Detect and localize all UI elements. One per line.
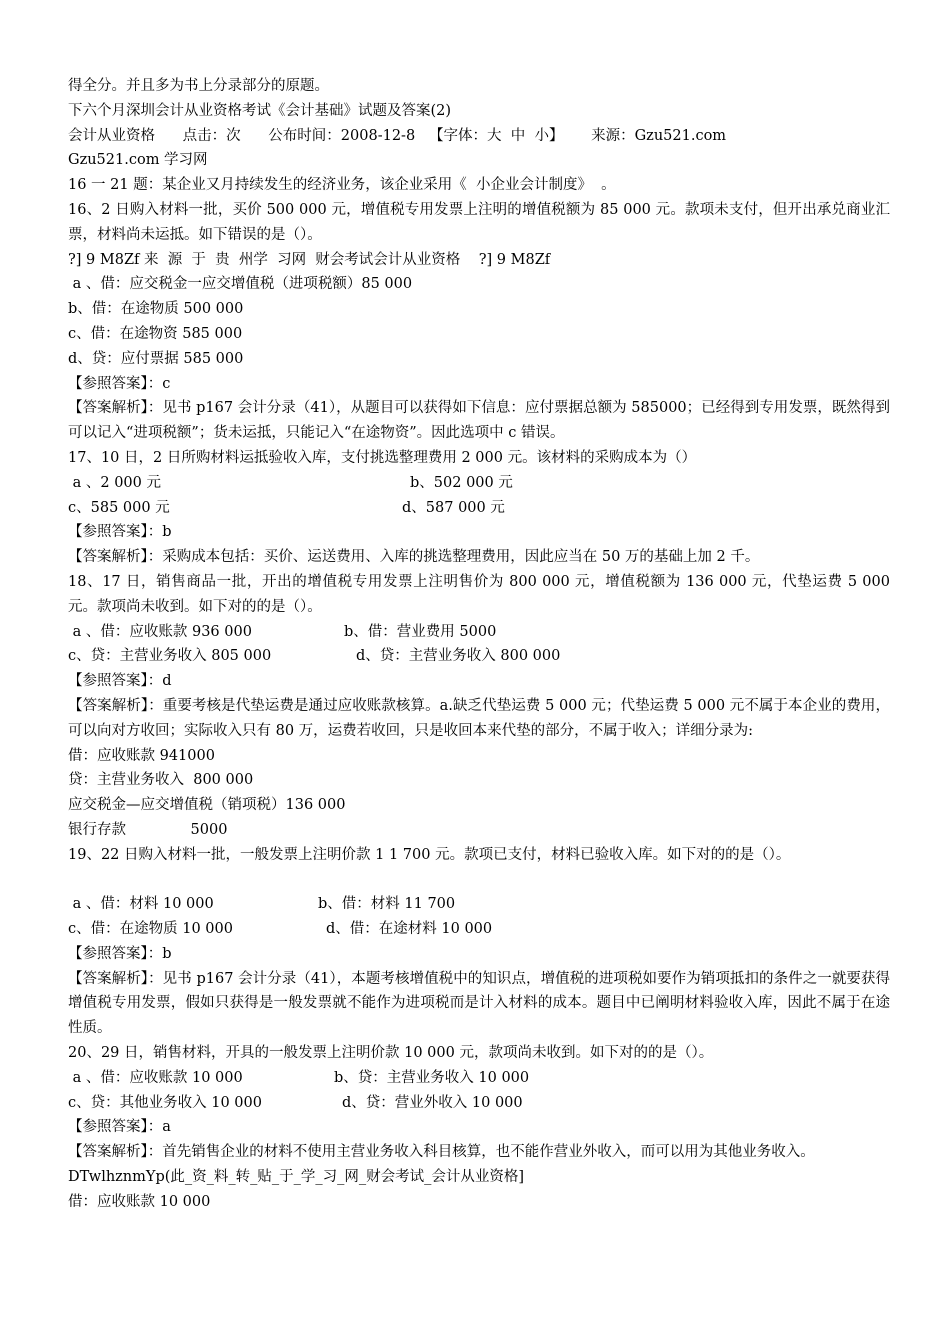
article-meta: 会计从业资格 点击：次 公布时间：2008-12-8 【字体：大 中 小】 来源：Gzu521.com xyxy=(68,127,727,144)
watermark-line: DTwlhznmYp(此_资_料_转_贴_于_学_习_网_财会考试_会计从业资格] xyxy=(68,1169,525,1186)
reference-answer: 【参照答案】：b xyxy=(68,524,172,541)
site-name: Gzu521.com 学习网 xyxy=(68,152,208,169)
question-17: 17、10 日，2 日所购材料运抵验收入库，支付挑选整理费用 2 000 元。该材料的采购成本为（） xyxy=(68,449,697,466)
reference-answer: 【参照答案】：d xyxy=(68,673,172,690)
option-d: d、贷：营业外收入 10 000 xyxy=(342,1094,523,1111)
option-b: b、借：在途物质 500 000 xyxy=(68,301,244,318)
option-c: c、贷：主营业务收入 805 000 xyxy=(68,648,272,665)
option-c: c、贷：其他业务收入 10 000 xyxy=(68,1094,262,1111)
answer-explanation: 【答案解析】：见书 p167 会计分录（41），从题目可以获得如下信息：应付票据总额为 585000；已经得到专用发票，既然得到可以记入“进项税额”；货未运抵，只能记入“在途物资”。因此选项中 c 错误。 xyxy=(68,400,890,442)
section-intro: 16 一 21 题：某企业又月持续发生的经济业务，该企业采用《 小企业会计制度》 。 xyxy=(68,177,616,194)
question-20: 20、29 日，销售材料，开具的一般发票上注明价款 10 000 元，款项尚未收到。如下对的的是（）。 xyxy=(68,1045,714,1062)
option-a: a 、借：应交税金一应交增值税（进项税额）85 000 xyxy=(68,276,413,293)
option-d: d、借：在途材料 10 000 xyxy=(326,921,493,938)
option-b: b、贷：主营业务收入 10 000 xyxy=(334,1069,530,1086)
options-row xyxy=(68,496,890,521)
options-row xyxy=(68,1066,890,1091)
question-18: 18、17 日，销售商品一批，开出的增值税专用发票上注明售价为 800 000 元，增值税额为 136 000 元，代垫运费 5 000 元。款项尚未收到。如下对的的是（）。 xyxy=(68,573,895,615)
option-d: d、587 000 元 xyxy=(402,499,505,516)
journal-entry-line: 银行存款 5000 xyxy=(68,821,228,838)
answer-explanation: 【答案解析】：首先销售企业的材料不使用主营业务收入科目核算，也不能作营业外收入，而可以用为其他业务收入。 xyxy=(68,1144,815,1161)
text-line: 得全分。并且多为书上分录部分的原题。 xyxy=(68,78,329,94)
journal-entry-line: 贷：主营业务收入 800 000 xyxy=(68,772,254,789)
options-row xyxy=(68,620,890,645)
option-b: b、借：营业费用 5000 xyxy=(344,623,497,640)
options-row xyxy=(68,917,890,942)
option-a: a 、2 000 元 xyxy=(68,474,161,491)
options-row xyxy=(68,471,890,496)
reference-answer: 【参照答案】：a xyxy=(68,1119,171,1136)
reference-answer: 【参照答案】：b xyxy=(68,945,172,962)
question-19: 19、22 日购入材料一批，一般发票上注明价款 1 1 700 元。款项已支付，材料已验收入库。如下对的的是（）。 xyxy=(68,846,791,863)
journal-entry-line: 借：应收账款 941000 xyxy=(68,747,215,764)
option-c: c、585 000 元 xyxy=(68,499,170,516)
answer-explanation: 【答案解析】：采购成本包括：买价、运送费用、入库的挑选整理费用，因此应当在 50 万的基础上加 2 千。 xyxy=(68,549,760,566)
article-title: 下六个月深圳会计从业资格考试《会计基础》试题及答案(2) xyxy=(68,102,452,119)
options-row xyxy=(68,1091,890,1116)
option-a: a 、借：应收账款 10 000 xyxy=(68,1069,243,1086)
option-c: c、借：在途物质 10 000 xyxy=(68,921,233,938)
document-body xyxy=(68,74,895,1215)
answer-explanation: 【答案解析】：见书 p167 会计分录（41），本题考核增值税中的知识点，增值税的进项税如要作为销项抵扣的条件之一就要获得增值税专用发票，假如只获得是一般发票就不能作为进项税而是计入材料的成本。题目中已阐明材料验收入库，因此不属于在途性质。 xyxy=(68,970,890,1037)
option-b: b、借：材料 11 700 xyxy=(318,896,456,913)
journal-entry-line: 借：应收账款 10 000 xyxy=(68,1193,211,1210)
option-b: b、502 000 元 xyxy=(410,474,513,491)
option-a: a 、借：应收账款 936 000 xyxy=(68,623,252,640)
reference-answer: 【参照答案】：c xyxy=(68,375,171,392)
question-16: 16、2 日购入材料一批，买价 500 000 元，增值税专用发票上注明的增值税额为 85 000 元。款项未支付，但开出承兑商业汇票，材料尚未运抵。如下错误的是（）。 xyxy=(68,201,890,243)
options-row xyxy=(68,892,890,917)
blank-line xyxy=(68,868,890,893)
option-a: a 、借：材料 10 000 xyxy=(68,896,214,913)
journal-entry-line: 应交税金—应交增值税（销项税）136 000 xyxy=(68,797,346,814)
watermark-line: ?] 9 M8Zf 来 源 于 贵 州学 习网 财会考试会计从业资格 ?] 9 M8Zf xyxy=(68,251,551,268)
answer-explanation: 【答案解析】：重要考核是代垫运费是通过应收账款核算。a.缺乏代垫运费 5 000 元；代垫运费 5 000 元不属于本企业的费用，可以向对方收回；实际收入只有 80 万，运费若收回，只是收回本来代垫的部分，不属于收入；详细分录为: xyxy=(68,697,890,739)
option-d: d、贷：应付票据 585 000 xyxy=(68,350,244,367)
option-d: d、贷：主营业务收入 800 000 xyxy=(356,648,561,665)
option-c: c、借：在途物资 585 000 xyxy=(68,325,243,342)
options-row xyxy=(68,644,890,669)
